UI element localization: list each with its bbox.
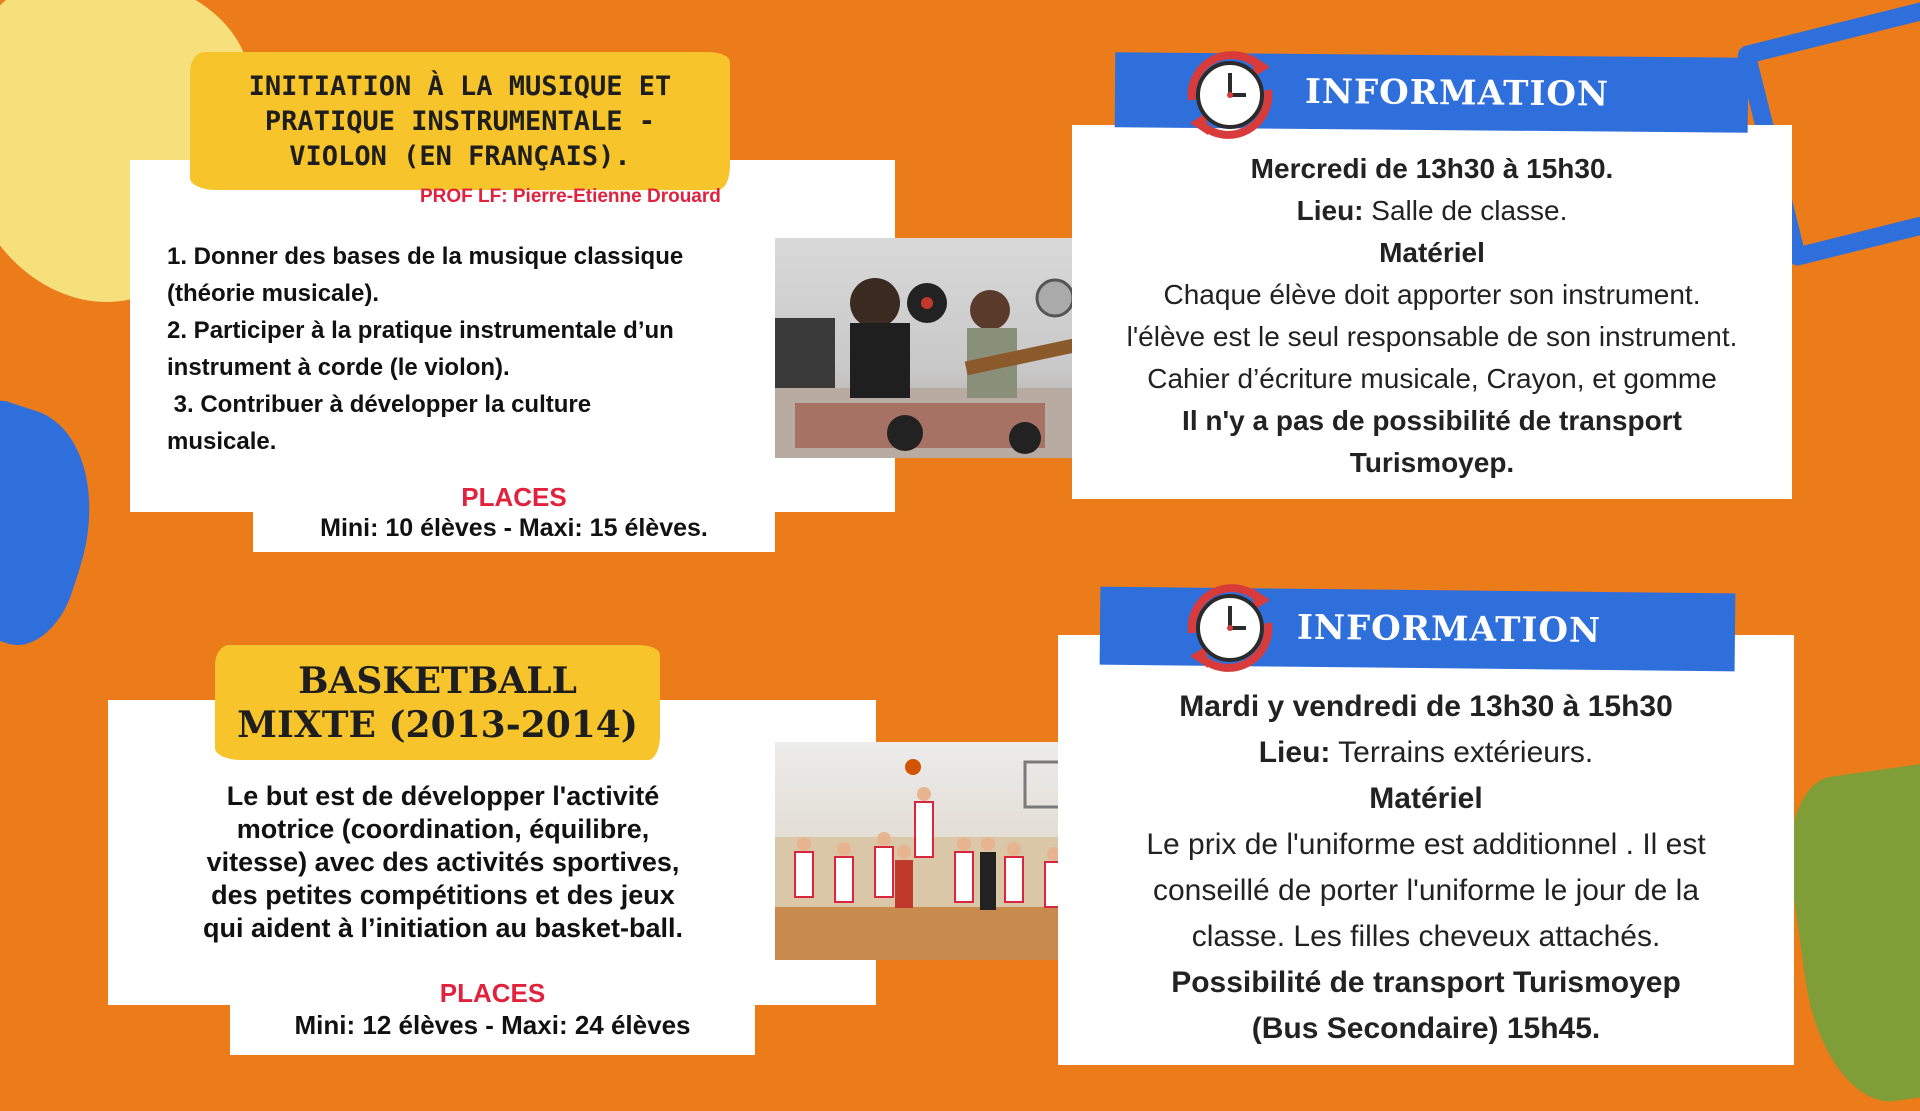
materiel-line: classe. Les filles cheveux attachés.: [1191, 920, 1661, 953]
objective-line: musicale.: [167, 428, 277, 455]
violin-materiel-label: Matériel: [1379, 237, 1485, 268]
green-paint-shape: [1778, 759, 1920, 1111]
violin-places-value: Mini: 10 élèves - Maxi: 15 élèves.: [320, 514, 708, 542]
basketball-photo-illustration: [775, 742, 1095, 960]
objective-line: (théorie musicale).: [167, 280, 380, 307]
violin-title-line: PRATIQUE INSTRUMENTALE -: [264, 105, 656, 137]
basket-places-label: PLACES: [439, 978, 546, 1008]
description-line: vitesse) avec des activités sportives,: [206, 847, 680, 877]
description-line: Le but est de développer l'activité: [226, 781, 660, 811]
materiel-line: Cahier d’écriture musicale, Crayon, et gomme: [1147, 363, 1717, 394]
materiel-line: Chaque élève doit apporter son instrument.: [1163, 279, 1701, 310]
objective-line: instrument à corde (le violon).: [167, 354, 510, 381]
basket-title-line: MIXTE (2013-2014): [237, 703, 638, 746]
basket-materiel-label: Matériel: [1369, 782, 1483, 815]
transport-line: Possibilité de transport Turismoyep: [1171, 966, 1681, 999]
materiel-line: l'élève est le seul responsable de son instrument.: [1126, 321, 1738, 352]
violin-title-banner: [190, 52, 730, 190]
violin-title-line: INITIATION À LA MUSIQUE ET: [248, 70, 672, 102]
violin-title-line: VIOLON (EN FRANÇAIS).: [289, 140, 631, 172]
description-line: des petites compétitions et des jeux: [211, 880, 675, 910]
violin-teacher: PROF LF: Pierre-Etienne Drouard: [420, 186, 721, 207]
clock-icon: [1180, 45, 1280, 145]
materiel-line: Le prix de l'uniforme est additionnel . Il est: [1146, 828, 1706, 861]
violin-places-label: PLACES: [461, 482, 567, 512]
materiel-line: conseillé de porter l'uniforme le jour de la: [1152, 874, 1700, 907]
basket-title-banner: [215, 645, 660, 760]
blue-paint-shape-left: [0, 392, 122, 657]
transport-line: (Bus Secondaire) 15h45.: [1251, 1012, 1601, 1045]
lieu-value: Salle de classe.: [1363, 195, 1568, 226]
lieu-label: Lieu:: [1258, 736, 1331, 769]
basket-lieu: [1058, 730, 1794, 776]
objective-line: 2. Participer à la pratique instrumentale d’un: [167, 317, 674, 344]
description-line: qui aident à l’initiation au basket-ball.: [202, 913, 684, 943]
description-line: motrice (coordination, équilibre,: [236, 814, 650, 844]
transport-line: Il n'y a pas de possibilité de transport: [1182, 405, 1682, 436]
basket-description: [118, 780, 768, 945]
objective-line: 1. Donner des bases de la musique classique: [167, 243, 684, 270]
violin-info-ribbon-title: INFORMATION: [1304, 71, 1610, 115]
basket-places-value: Mini: 12 élèves - Maxi: 24 élèves: [294, 1010, 691, 1040]
music-photo-illustration: [775, 238, 1095, 458]
lieu-label: Lieu:: [1296, 195, 1364, 226]
basket-info-body: [1058, 684, 1794, 1052]
lieu-value: Terrains extérieurs.: [1330, 736, 1594, 769]
violin-schedule: Mercredi de 13h30 à 15h30.: [1250, 153, 1614, 184]
objective-line: 3. Contribuer à développer la culture: [167, 391, 592, 418]
music-photo: [775, 238, 1095, 458]
clock-icon: [1180, 578, 1280, 678]
transport-line: Turismoyep.: [1349, 447, 1515, 478]
violin-lieu: [1072, 190, 1792, 232]
basket-title-line: BASKETBALL: [298, 659, 577, 702]
basket-info-ribbon-title: INFORMATION: [1296, 607, 1602, 651]
basketball-photo: [775, 742, 1095, 960]
violin-objectives: [167, 238, 787, 460]
basket-schedule: Mardi y vendredi de 13h30 à 15h30: [1179, 690, 1673, 723]
violin-info-body: [1072, 148, 1792, 484]
